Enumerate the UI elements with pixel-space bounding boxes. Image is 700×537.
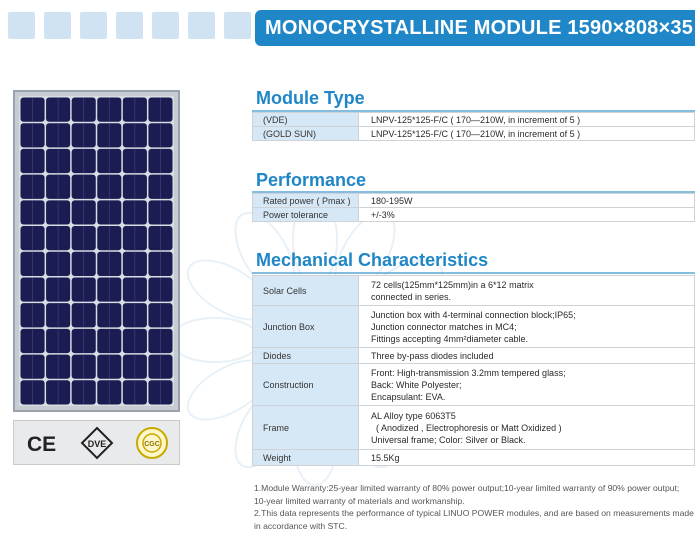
table-row — [253, 306, 695, 348]
row-value — [359, 348, 695, 364]
row-value — [359, 306, 695, 348]
module-type-heading: Module Type — [256, 88, 365, 108]
row-label: (VDE) — [253, 113, 359, 127]
svg-text:DVE: DVE — [87, 438, 106, 449]
footnotes — [254, 482, 694, 532]
value-line: ( Anodized , Electrophoresis or Matt Oxidized ) — [371, 422, 562, 433]
square — [80, 12, 107, 39]
solar-panel-image — [13, 90, 180, 412]
square — [44, 12, 71, 39]
row-value — [359, 276, 695, 306]
value-line: 72 cells(125mm*125mm)in a 6*12 matrix — [371, 279, 534, 290]
row-value — [359, 364, 695, 406]
table-row — [253, 113, 695, 127]
mechanical-table — [252, 275, 695, 466]
table-row — [253, 208, 695, 222]
value-line: Universal frame; Color: Silver or Black. — [371, 434, 526, 445]
mechanical-heading: Mechanical Characteristics — [256, 250, 489, 270]
row-label: Power tolerance — [253, 208, 359, 222]
table-row — [253, 276, 695, 306]
row-label: Frame — [253, 406, 359, 450]
page-title: MONOCRYSTALLINE MODULE 1590×808×35 — [255, 10, 695, 46]
value-line: Junction connector matches in MC4; — [371, 321, 517, 332]
value-line: Junction box with 4-terminal connection block;IP65; — [371, 309, 576, 320]
vde-mark-icon — [80, 426, 114, 460]
row-label: Diodes — [253, 348, 359, 364]
svg-text:CGC: CGC — [143, 440, 160, 448]
table-row — [253, 127, 695, 141]
row-value: 180-195W — [359, 194, 695, 208]
square — [188, 12, 215, 39]
row-label: Weight — [253, 450, 359, 466]
performance-table — [252, 193, 695, 222]
row-value: +/-3% — [359, 208, 695, 222]
cgc-mark-icon — [135, 426, 169, 460]
square — [8, 12, 35, 39]
footnote-2: 2.This data represents the performance of typical LINUO POWER modules, and are based on measurements made in accordance with STC. — [254, 508, 694, 531]
section-divider — [252, 272, 695, 274]
table-row — [253, 364, 695, 406]
value-line: Front: High-transmission 3.2mm tempered glass; — [371, 367, 566, 378]
table-row — [253, 450, 695, 466]
value-line: connected in series. — [371, 291, 452, 302]
solar-cell-grid — [19, 96, 174, 406]
square — [152, 12, 179, 39]
decorative-squares — [8, 12, 251, 39]
row-label: Junction Box — [253, 306, 359, 348]
value-line: 15.5Kg — [371, 452, 400, 463]
svg-text:CE: CE — [26, 432, 56, 455]
module-type-table — [252, 112, 695, 141]
row-label: Rated power ( Pmax ) — [253, 194, 359, 208]
value-line: Back: White Polyester; — [371, 379, 462, 390]
row-label: (GOLD SUN) — [253, 127, 359, 141]
row-label: Solar Cells — [253, 276, 359, 306]
certification-logos — [13, 420, 180, 465]
table-row — [253, 348, 695, 364]
value-line: Three by-pass diodes included — [371, 350, 494, 361]
value-line: Encapsulant: EVA. — [371, 391, 446, 402]
row-value: LNPV-125*125-F/C ( 170—210W, in increment of 5 ) — [359, 113, 695, 127]
row-value — [359, 450, 695, 466]
value-line: AL Alloy type 6063T5 — [371, 410, 456, 421]
row-label: Construction — [253, 364, 359, 406]
row-value — [359, 406, 695, 450]
value-line: Fittings accepting 4mm²diameter cable. — [371, 333, 529, 344]
row-value: LNPV-125*125-F/C ( 170—210W, in increment of 5 ) — [359, 127, 695, 141]
table-row — [253, 406, 695, 450]
ce-mark-icon — [25, 431, 59, 455]
footnote-1: 1.Module Warranty:25-year limited warranty of 80% power output;10-year limited warranty of 90% power output; 10-year limited warranty of materials and workmanship. — [254, 483, 680, 506]
performance-heading: Performance — [256, 170, 367, 190]
square — [224, 12, 251, 39]
square — [116, 12, 143, 39]
table-row — [253, 194, 695, 208]
